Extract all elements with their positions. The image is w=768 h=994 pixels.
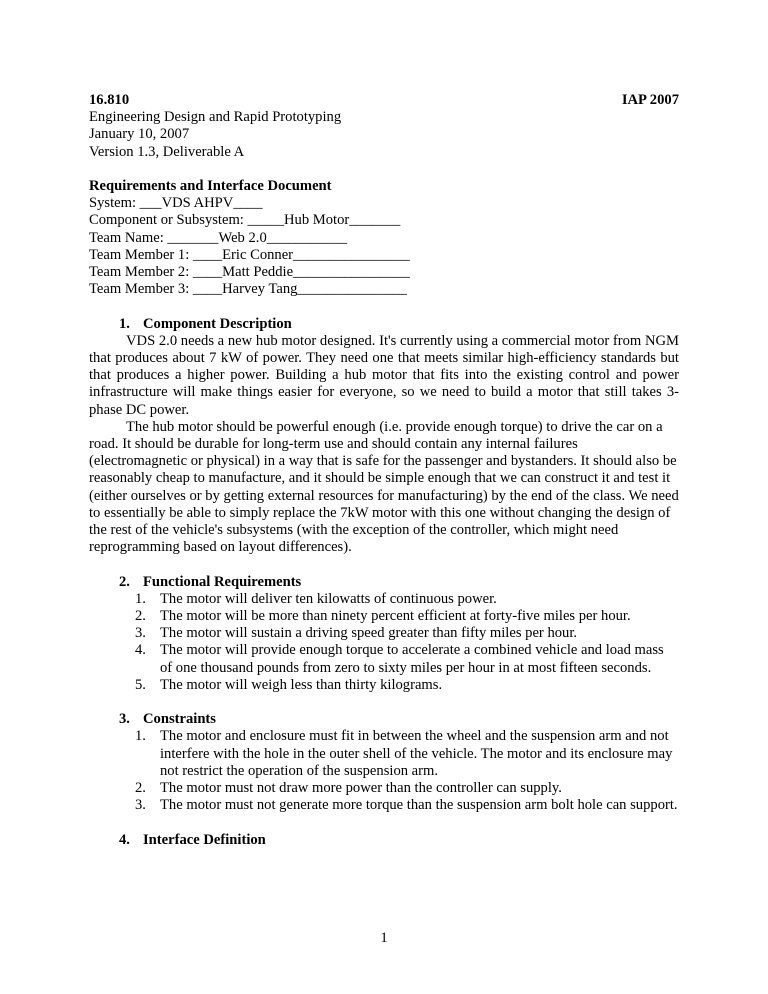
section-interface-definition [89, 832, 679, 849]
section-number: 2. [119, 573, 130, 590]
requirement-list [89, 591, 679, 694]
term-label: IAP 2007 [621, 92, 679, 108]
section-heading [119, 574, 679, 591]
list-marker: 3. [135, 625, 146, 642]
section-heading [119, 711, 679, 728]
field-component-or-subsystem: Component or Subsystem: _____Hub Motor_______ [89, 212, 401, 229]
list-item-text: The motor must not generate more torque than the suspension arm bolt hole can support. [160, 797, 678, 814]
paragraph: VDS 2.0 needs a new hub motor designed. It's currently using a commercial motor from NGM that produces about 7 kW of power. They need one that meets similar high-efficiency standards but that produces a higher power. Building a hub motor that fits into the existing control and power infrastructure will make things easier for everyone, so we need to build a motor that still takes 3-phase DC power. [89, 332, 679, 418]
section-number: 1. [119, 315, 130, 332]
course-code: 16.810 [89, 92, 130, 108]
list-marker: 1. [135, 728, 146, 745]
list-marker: 4. [135, 642, 146, 659]
header-title-row [89, 92, 679, 109]
list-marker: 3. [135, 797, 146, 814]
field-team-name: Team Name: _______Web 2.0___________ [89, 229, 348, 246]
list-item-text: The motor will deliver ten kilowatts of continuous power. [160, 590, 497, 607]
list-item [135, 591, 679, 608]
section-title: Component Description [143, 315, 292, 332]
section-functional-requirements [89, 574, 679, 694]
list-item-text: The motor will weigh less than thirty kilograms. [160, 676, 443, 693]
field-system: System: ___VDS AHPV____ [89, 195, 263, 212]
section-heading [119, 316, 679, 333]
page-number: 1 [380, 930, 388, 946]
course-title: Engineering Design and Rapid Prototyping [89, 109, 342, 126]
document-body [89, 92, 679, 849]
section-component-description [89, 316, 679, 557]
list-item [135, 797, 679, 814]
document-date: January 10, 2007 [89, 126, 190, 143]
list-item-text: The motor and enclosure must fit in between the wheel and the suspension arm and not interfere with the hole in the outer shell of the vehicle. The motor and its enclosure may not restrict the operation of the suspension arm. [160, 728, 673, 779]
form-block [89, 178, 679, 298]
list-item-text: The motor will sustain a driving speed greater than fifty miles per hour. [160, 625, 578, 642]
section-title: Interface Definition [143, 831, 266, 848]
list-item [135, 677, 679, 694]
list-marker: 2. [135, 780, 146, 797]
document-version: Version 1.3, Deliverable A [89, 143, 245, 160]
list-marker: 2. [135, 608, 146, 625]
section-title: Functional Requirements [143, 573, 302, 590]
list-item [135, 780, 679, 797]
section-number: 3. [119, 711, 130, 728]
document-header [89, 92, 679, 161]
section-title: Constraints [143, 711, 216, 728]
list-item-text: The motor must not draw more power than the controller can supply. [160, 780, 562, 797]
form-title: Requirements and Interface Document [89, 178, 332, 194]
list-item-text: The motor will provide enough torque to accelerate a combined vehicle and load mass of one thousand pounds from zero to sixty miles per hour in at most fifteen seconds. [160, 642, 664, 676]
list-item-text: The motor will be more than ninety percent efficient at forty-five miles per hour. [160, 608, 631, 625]
section-constraints [89, 711, 679, 814]
list-item [135, 625, 679, 642]
field-team-member-1: Team Member 1: ____Eric Conner________________ [89, 246, 410, 263]
section-number: 4. [119, 831, 130, 848]
list-item [135, 728, 679, 780]
field-team-member-3: Team Member 3: ____Harvey Tang_______________ [89, 281, 407, 298]
list-item [135, 608, 679, 625]
field-team-member-2: Team Member 2: ____Matt Peddie________________ [89, 264, 410, 281]
list-item [135, 642, 679, 676]
constraint-list [89, 728, 679, 814]
list-marker: 1. [135, 590, 146, 607]
list-marker: 5. [135, 676, 146, 693]
paragraph: The hub motor should be powerful enough (i.e. provide enough torque) to drive the car on a road. It should be durable for long-term use and should contain any internal failures (electromagnetic or physical) in a way that is safe for the passenger and bystanders. It should also be reasonably cheap to manufacture, and it should be simple enough that we can construct it and test it (either ourselves or by getting external resources for manufacturing) by the end of the class. We need to essentially be able to simply replace the 7kW motor with this one without changing the design of the rest of the vehicle's subsystems (with the exception of the controller, which might need reprogramming based on layout differences). [89, 418, 679, 556]
section-heading [119, 832, 679, 849]
